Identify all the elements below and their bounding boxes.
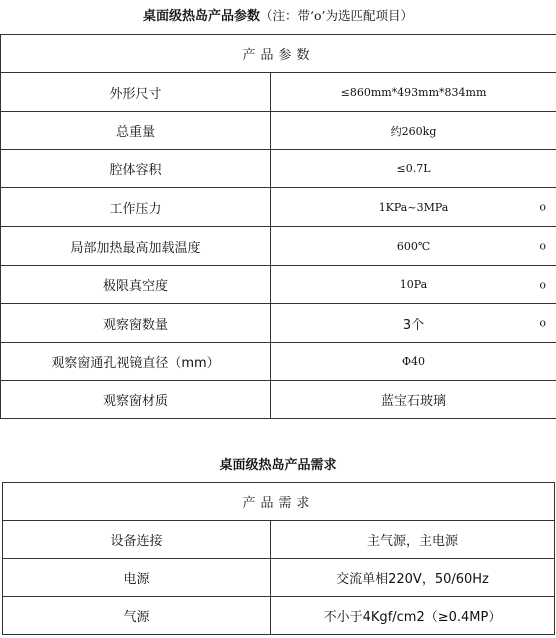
- table-header-row: [3, 483, 555, 521]
- table-row: [3, 597, 555, 635]
- row-value: [271, 112, 556, 150]
- product-requirements-title: [0, 457, 556, 475]
- table-row: [1, 343, 556, 381]
- product-params-note: （注：带‘o’为选匹配项目）: [260, 8, 413, 23]
- row-label: 电源: [3, 559, 271, 597]
- row-value: 交流单相220V，50/60Hz: [271, 559, 555, 597]
- row-value: 不小于4Kgf/cm2（≥0.4MP）: [271, 597, 555, 635]
- value-text: 约260kg: [390, 124, 437, 138]
- row-value: [271, 343, 556, 381]
- row-value: [271, 150, 556, 188]
- table-header-row: [1, 35, 556, 73]
- table-row: [1, 188, 556, 227]
- product-params-header: 产品参数: [1, 35, 556, 73]
- value-text: 1KPa~3MPa: [378, 200, 449, 214]
- table-row: [1, 381, 556, 419]
- table-row: [1, 73, 556, 112]
- row-value: [271, 188, 556, 227]
- option-marker: o: [539, 200, 547, 214]
- table-row: [1, 266, 556, 304]
- row-label: 局部加热最高加载温度: [1, 227, 271, 266]
- table-row: [1, 112, 556, 150]
- row-label: 气源: [3, 597, 271, 635]
- row-value: [271, 381, 556, 419]
- value-text: 600℃: [396, 239, 431, 253]
- product-requirements-header: 产品需求: [3, 483, 555, 521]
- row-value: [271, 304, 556, 343]
- table-row: [1, 227, 556, 266]
- row-value: [271, 73, 556, 112]
- table-row: [1, 304, 556, 343]
- product-requirements-title-text: 桌面级热岛产品需求: [219, 458, 337, 473]
- value-text: 3个: [402, 317, 425, 333]
- product-params-title-text: 桌面级热岛产品参数: [143, 9, 261, 24]
- option-marker: o: [539, 316, 547, 330]
- product-params-title: [0, 7, 556, 26]
- row-label: 观察窗通孔视镜直径（mm）: [1, 343, 271, 381]
- option-marker: o: [539, 239, 547, 253]
- row-label: 总重量: [1, 112, 271, 150]
- row-label: 工作压力: [1, 188, 271, 227]
- row-label: 极限真空度: [1, 266, 271, 304]
- row-value: [271, 227, 556, 266]
- value-text: Φ40: [402, 355, 426, 368]
- product-params-table: [0, 34, 556, 419]
- table-row: [3, 559, 555, 597]
- option-marker: o: [539, 278, 547, 291]
- row-value: 主气源，主电源: [271, 521, 555, 559]
- table-row: [3, 521, 555, 559]
- row-label: 观察窗数量: [1, 304, 271, 343]
- row-label: 外形尺寸: [1, 73, 271, 112]
- product-requirements-table: [2, 482, 555, 635]
- value-text: 10Pa: [399, 278, 428, 291]
- row-label: 观察窗材质: [1, 381, 271, 419]
- row-value: [271, 266, 556, 304]
- value-text: ≤860mm*493mm*834mm: [340, 85, 487, 99]
- row-label: 腔体容积: [1, 150, 271, 188]
- value-text: 蓝宝石玻璃: [381, 394, 447, 409]
- value-text: ≤0.7L: [396, 162, 431, 175]
- table-row: [1, 150, 556, 188]
- row-label: 设备连接: [3, 521, 271, 559]
